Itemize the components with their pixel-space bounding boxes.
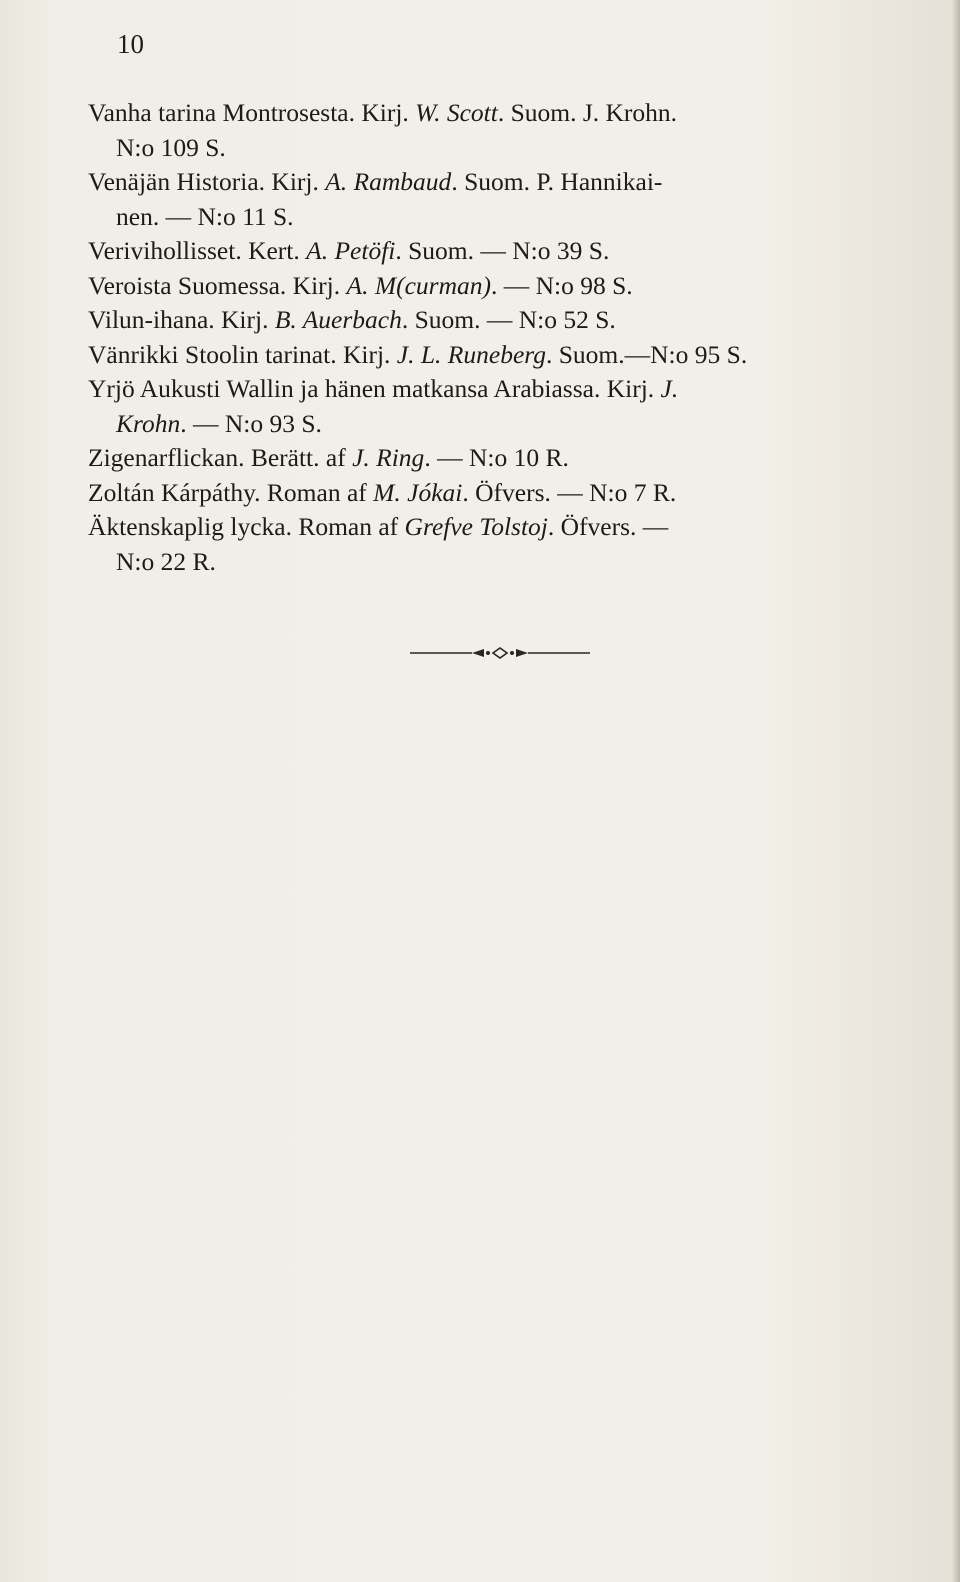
catalog-line: [88, 96, 910, 131]
catalog-entries: [88, 96, 910, 579]
catalog-line: Äktenskaplig lycka. Roman af Grefve Tolstoj. Öfvers. —: [88, 512, 669, 541]
catalog-line: N:o 109 S.: [116, 132, 226, 162]
catalog-line: Veroista Suomessa. Kirj. A. M(curman). — N:o 98 S.: [88, 270, 633, 300]
catalog-line: Verivihollisset. Kert. A. Petöfi. Suom. — N:o 39 S.: [88, 236, 610, 265]
catalog-line: Krohn. — N:o 93 S.: [116, 408, 322, 438]
catalog-line: Vilun-ihana. Kirj. B. Auerbach. Suom. — N:o 52 S.: [88, 305, 616, 334]
entry-text: Vänrikki Stoolin tarinat. Kirj. J. L. Runeberg. Suom.—N:o 95 S.: [88, 339, 748, 369]
catalog-line: nen. — N:o 11 S.: [116, 201, 294, 231]
catalog-line: [88, 372, 910, 407]
entry-text: Yrjö Aukusti Wallin ja hänen matkansa Arabiassa. Kirj. J.: [88, 374, 679, 403]
page-number: 10: [117, 29, 144, 59]
catalog-line: [88, 338, 910, 373]
section-end-ornament: [410, 645, 590, 661]
entry-text: Vanha tarina Montrosesta. Kirj. W. Scott. Suom. J. Krohn.: [88, 98, 678, 127]
catalog-line: N:o 22 R.: [116, 546, 216, 576]
catalog-line: Zoltán Kárpáthy. Roman af M. Jókai. Öfvers. — N:o 7 R.: [88, 477, 677, 507]
page-edge-shadow: [952, 0, 960, 1582]
entry-text: Venäjän Historia. Kirj. A. Rambaud. Suom. P. Hannikai-: [88, 167, 663, 196]
catalog-line: Zigenarflickan. Berätt. af J. Ring. — N:o 10 R.: [88, 443, 569, 472]
catalog-line: [88, 165, 910, 200]
